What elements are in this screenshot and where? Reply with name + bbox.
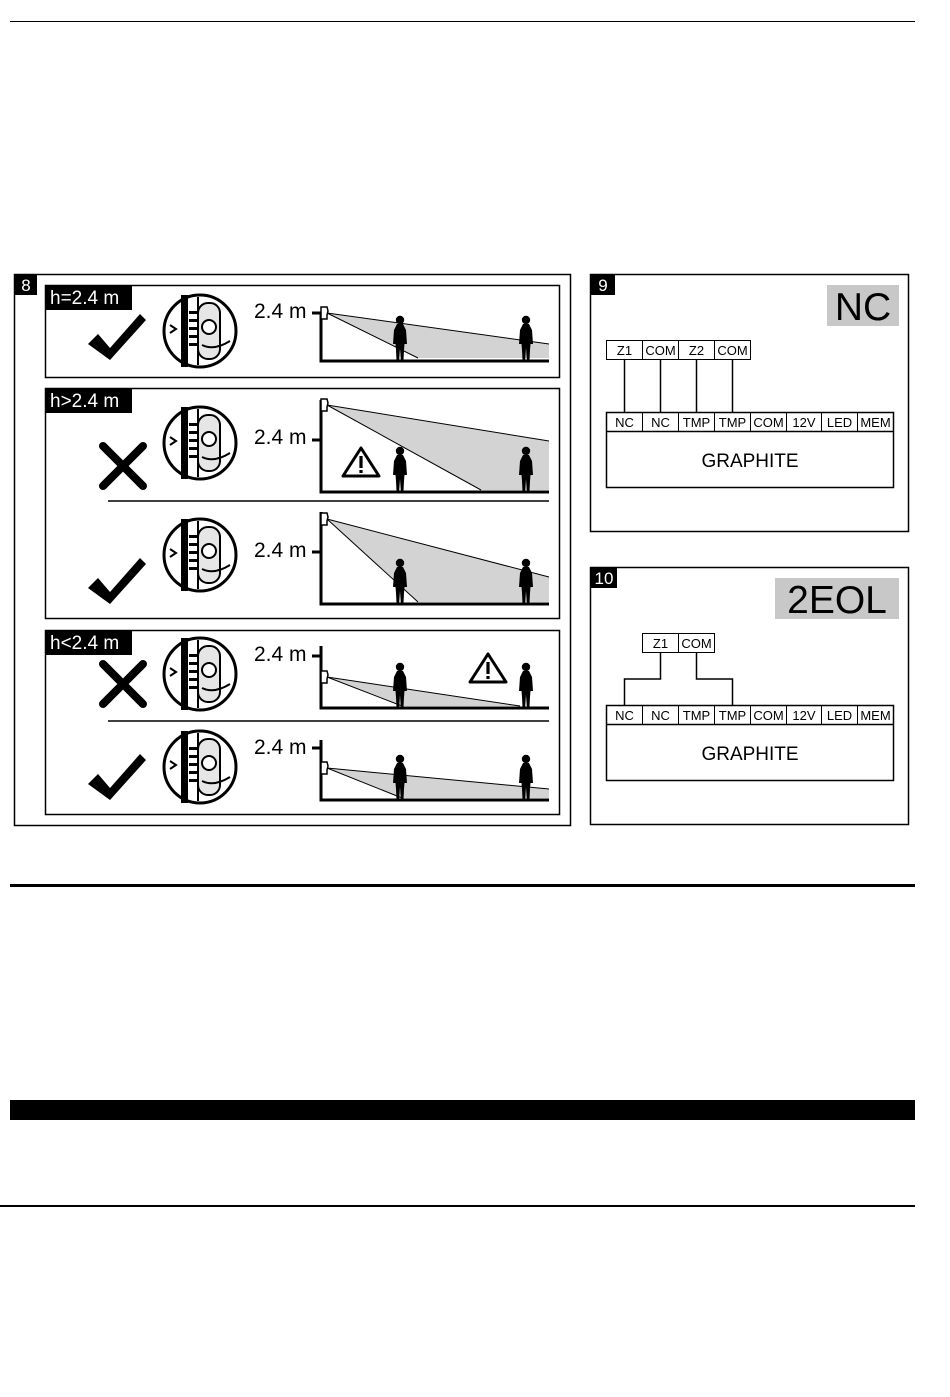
detector-terminal-label: NC xyxy=(615,415,634,430)
zone-terminal-label: Z1 xyxy=(616,343,633,358)
device-name: GRAPHITE xyxy=(701,451,799,472)
check-icon xyxy=(88,314,146,360)
mounting-height-icon xyxy=(164,638,236,710)
detector-terminal-label: COM xyxy=(753,415,784,430)
mode-badge: NC xyxy=(834,286,892,329)
figure-8 xyxy=(15,275,571,826)
zone-terminal-label: COM xyxy=(645,343,676,358)
height-text: 2.4 m xyxy=(254,426,307,449)
detection-diagram xyxy=(312,740,549,800)
warning-icon xyxy=(470,654,506,682)
section-h-less xyxy=(46,631,560,815)
wiring xyxy=(625,360,733,412)
cross-icon xyxy=(103,664,143,704)
detector-terminal-label: NC xyxy=(651,415,670,430)
mounting-height-icon xyxy=(164,407,236,479)
person-icon xyxy=(519,663,533,707)
device-name: GRAPHITE xyxy=(701,744,799,765)
detection-diagram xyxy=(312,646,549,708)
detector-terminal-label: NC xyxy=(651,708,670,723)
height-text: 2.4 m xyxy=(254,643,307,666)
figure-10 xyxy=(591,568,909,825)
section-height-label: h<2.4 m xyxy=(50,633,120,654)
height-text: 2.4 m xyxy=(254,300,307,323)
detector-terminal-label: 12V xyxy=(792,708,816,723)
section-h-equal xyxy=(46,286,560,378)
detector-terminal-label: TMP xyxy=(682,415,711,430)
detector-terminal-label: COM xyxy=(753,708,784,723)
detection-diagram xyxy=(312,307,549,361)
figure-9 xyxy=(591,275,909,532)
height-text: 2.4 m xyxy=(254,736,307,759)
zone-terminal-label: COM xyxy=(681,636,712,651)
sensor-icon xyxy=(321,513,328,525)
detection-diagram xyxy=(312,399,549,492)
warning-icon xyxy=(343,448,379,476)
zone-terminal-label: Z2 xyxy=(688,343,705,358)
figure-10-number: 10 xyxy=(594,569,614,588)
section-height-label: h>2.4 m xyxy=(50,391,120,412)
zone-terminal-label: COM xyxy=(717,343,748,358)
mode-badge: 2EOL xyxy=(787,579,887,622)
sensor-icon xyxy=(321,762,328,774)
mounting-height-icon xyxy=(164,731,236,803)
mounting-height-icon xyxy=(164,295,236,367)
height-text: 2.4 m xyxy=(254,539,307,562)
detector-terminal-block xyxy=(607,413,894,488)
detector-terminal-label: MEM xyxy=(860,415,891,430)
cross-icon xyxy=(103,446,143,486)
detector-terminal-label: LED xyxy=(826,708,853,723)
check-icon xyxy=(88,754,146,800)
figure-8-number: 8 xyxy=(21,276,31,295)
detector-terminal-label: TMP xyxy=(718,415,747,430)
sensor-icon xyxy=(321,307,328,319)
wiring xyxy=(625,653,733,705)
sensor-icon xyxy=(321,671,328,683)
detector-terminal-label: MEM xyxy=(860,708,891,723)
person-icon xyxy=(393,447,407,491)
detector-terminal-block xyxy=(607,706,894,781)
zone-terminal-block xyxy=(607,341,751,360)
section-height-label: h=2.4 m xyxy=(50,288,120,309)
detector-terminal-label: NC xyxy=(615,708,634,723)
detector-terminal-label: 12V xyxy=(792,415,816,430)
detection-diagram xyxy=(312,512,549,604)
detector-terminal-label: TMP xyxy=(718,708,747,723)
detector-terminal-label: TMP xyxy=(682,708,711,723)
zone-terminal-block xyxy=(643,634,715,653)
detector-terminal-label: LED xyxy=(826,415,853,430)
check-icon xyxy=(88,558,146,604)
mounting-height-icon xyxy=(164,519,236,591)
section-h-greater xyxy=(46,389,560,619)
figure-9-number: 9 xyxy=(598,276,608,295)
sensor-icon xyxy=(321,399,328,411)
zone-terminal-label: Z1 xyxy=(652,636,669,651)
